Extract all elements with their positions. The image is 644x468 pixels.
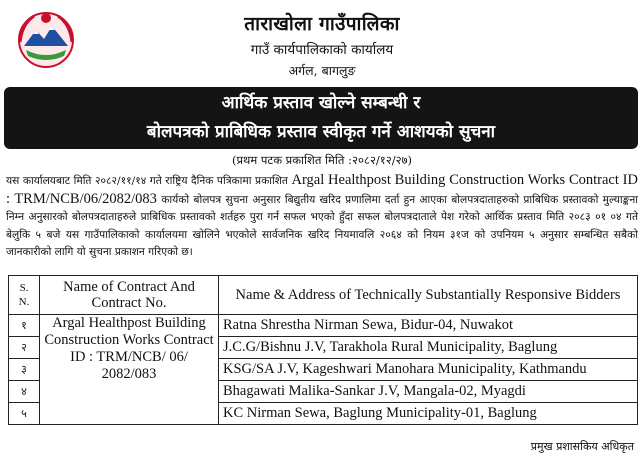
bidders-table bbox=[8, 275, 638, 425]
body-details: कार्यको बोलपत्र सुचना अनुसार बिद्युतीय खरिद प्रणालिमा दर्ता हुन आएका बोलपत्रदाताहरुको प्राबिधिक प्रस्तावको मुल्याङ्कना निम्न अनुसारको बोलपत्रदाताहरुले प्राबिधिक प्रस्तावको शर्तहरु पुरा गर्न सफल भएको हुँदा सफल बोलपत्रदाताले पेश गरेको आर्थिक प्रस्ताव मिति २०८३ ०१ ०४ गते बेलुकि ५ बजे यस गाउँपालिकाको कार्यालयमा खोलिने भएकोले सार्वजनिक खरिद नियमावलि २०६४ को नियम ३१ज को उपनियम ५ अनुसार सम्बन्धित सबैको जानकारीको लागि यो सुचना प्रकाशन गरिएको छ। bbox=[6, 193, 638, 259]
row-sn: ५ bbox=[9, 403, 40, 425]
row-sn: ४ bbox=[9, 381, 40, 403]
signature-title: प्रमुख प्रशासकिय अधिकृत bbox=[530, 440, 634, 453]
col-header-contract: Name of Contract And Contract No. bbox=[40, 276, 219, 315]
row-sn: ३ bbox=[9, 359, 40, 381]
office-subtitle: गाउँ कार्यपालिकाको कार्यालय bbox=[250, 42, 394, 58]
published-date: (प्रथम पटक प्रकाशित मिति :२०८२/१२/२७) bbox=[231, 153, 413, 167]
row-sn: २ bbox=[9, 337, 40, 359]
office-name: ताराखोला गाउँपालिका bbox=[244, 13, 400, 35]
table-row bbox=[9, 315, 638, 337]
project-name: Argal Healthpost Building Construction Works Contract ID : TRM/NCB/06/2082/083 bbox=[6, 172, 638, 207]
notice-body bbox=[6, 172, 638, 262]
col-header-bidders: Name & Address of Technically Substantially Responsive Bidders bbox=[219, 276, 638, 315]
bidder-name: Ratna Shrestha Nirman Sewa, Bidur-04, Nuwakot bbox=[219, 315, 638, 337]
bidder-name: KC Nirman Sewa, Baglung Municipality-01, Baglung bbox=[219, 403, 638, 425]
office-location: अर्गल, बागलुङ bbox=[288, 63, 356, 78]
row-sn: १ bbox=[9, 315, 40, 337]
notice-title-line-2: बोलपत्रको प्राबिधिक प्रस्ताव स्वीकृत गर्ने आशयको सुचना bbox=[146, 122, 496, 142]
body-intro: यस कार्यालयबाट मिति २०८२/११/१४ गते राष्ट्रिय दैनिक पत्रिकामा प्रकाशित bbox=[6, 175, 292, 187]
table-header-row bbox=[9, 276, 638, 315]
contract-name-cell: Argal Healthpost Building Construction Works Contract ID : TRM/NCB/ 06/ 2082/083 bbox=[40, 315, 219, 425]
notice-title-line-1: आर्थिक प्रस्ताव खोल्ने सम्बन्धी र bbox=[221, 93, 421, 113]
bidder-name: Bhagawati Malika-Sankar J.V, Mangala-02, Myagdi bbox=[219, 381, 638, 403]
bidder-name: KSG/SA J.V, Kageshwari Manohara Municipality, Kathmandu bbox=[219, 359, 638, 381]
notice-title-banner bbox=[4, 87, 638, 149]
bidder-name: J.C.G/Bishnu J.V, Tarakhola Rural Municipality, Baglung bbox=[219, 337, 638, 359]
col-header-sn: S. N. bbox=[9, 276, 40, 315]
